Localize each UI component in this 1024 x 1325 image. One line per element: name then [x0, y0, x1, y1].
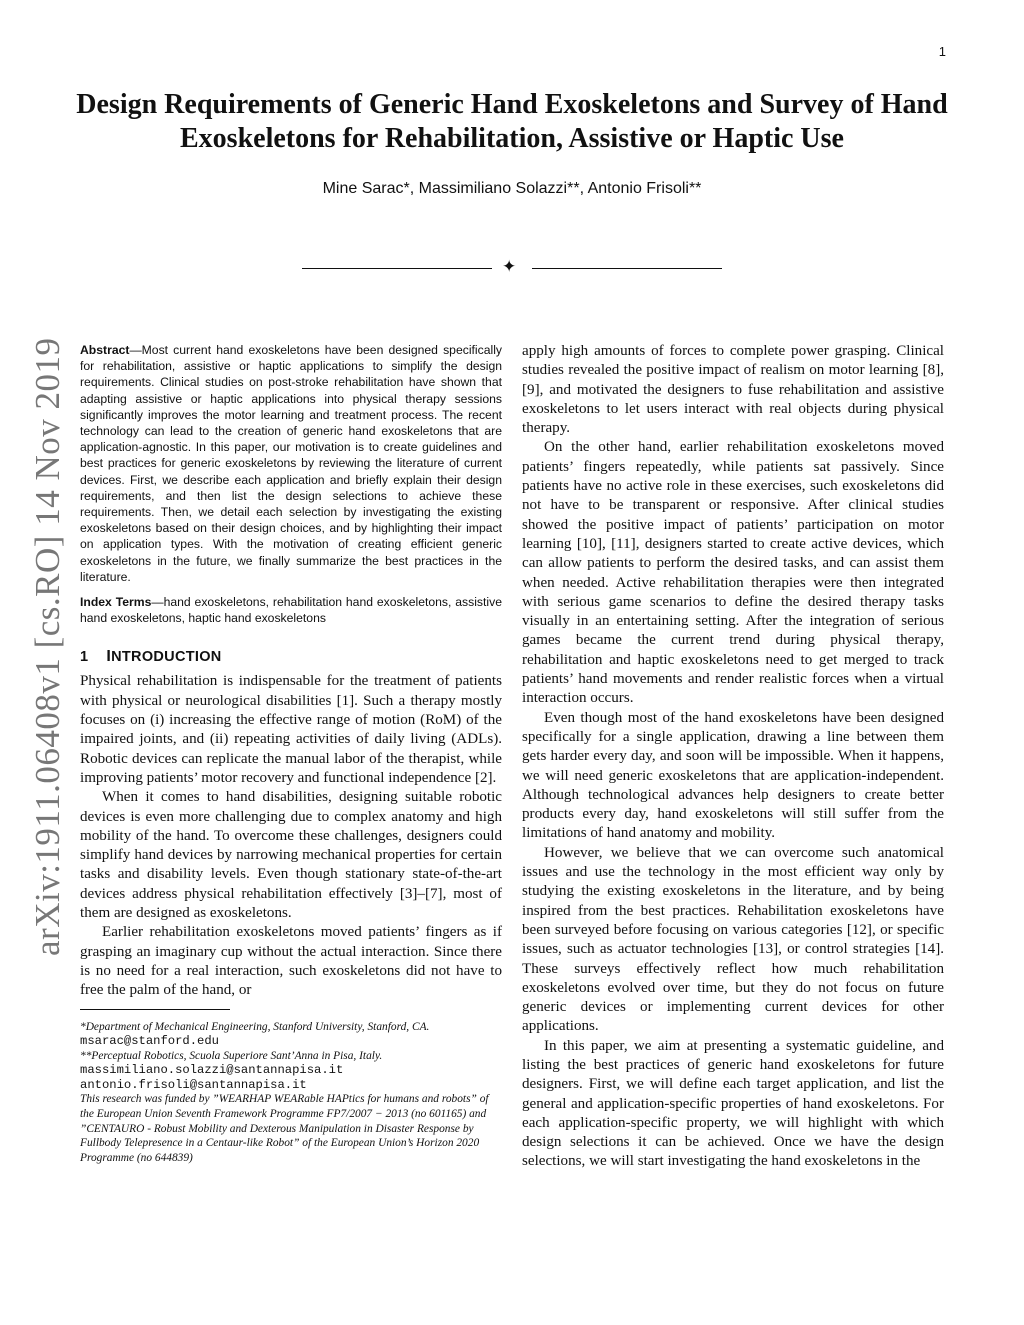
section-title-rest: NTRODUCTION: [111, 649, 222, 666]
section-title-initial: I: [106, 648, 112, 666]
section-heading: [80, 648, 502, 666]
paper-title: Design Requirements of Generic Hand Exoskeletons and Survey of Hand Exoskeletons for Rehabilitation, Assistive or Haptic Use: [76, 89, 948, 154]
paragraph: Physical rehabilitation is indispensable for the treatment of patients with physical or neurological disabilities [1]. Such a therapy mostly focuses on (i) increasing the effective range of motion (RoM) of the impaired joints, and (ii) repeating activities of daily living (ADLs). Robotic devices can replicate the manual labor of the therapist, while improving patients’ motor recovery and functional independence [2].: [80, 673, 502, 786]
paragraph: Even though most of the hand exoskeletons have been designed specifically for a single application, drawing a line between them gets harder every day, and soon will be impossible. When it happens, we will need generic exoskeletons that are application-independent. Although technological advances help designers to create better products every day, hand exoskeletons will still suffer from the limitations of hand anatomy and mobility.: [522, 709, 944, 842]
left-column: [80, 342, 502, 1165]
email-link[interactable]: massimiliano.solazzi@santannapisa.it: [80, 1063, 344, 1078]
title-separator: [300, 258, 724, 278]
index-terms-text: —hand exoskeletons, rehabilitation hand exoskeletons, assistive hand exoskeletons, haptic hand exoskeletons: [80, 595, 502, 626]
separator-line-right: [532, 268, 722, 269]
author-list: Mine Sarac*, Massimiliano Solazzi**, Antonio Frisoli**: [322, 180, 702, 197]
paragraph: Earlier rehabilitation exoskeletons moved patients’ fingers as if grasping an imaginary cup without the actual interaction. Since there is no need for a real interaction, such exoskeletons did not have to free the palm of the hand, or: [80, 924, 502, 999]
paragraph: However, we believe that we can overcome such anatomical issues and use the technology in the most efficient way only by studying the existing exoskeletons in the literature, and by being inspired from the best practices. Rehabilitation exoskeletons have been surveyed before focusing on various categories [12], or specific issues, such as actuator technologies [13], or control strategies [14]. These surveys effectively reflect how much rehabilitation exoskeletons evolved over time, but they do not focus on future generic devices or implementing current devices for other applications.: [522, 844, 944, 1035]
abstract-text: —Most current hand exoskeletons have been designed specifically for rehabilitation, assistive or haptic applications to simplify the design requirements. Clinical studies on post-stroke rehabilitation have shown that adapting assistive or haptic applications into physical therapy sessions significantly improves the motor learning and treatment process. The recent technology can lead to the creation of generic hand exoskeletons that are application-agnostic. In this paper, our motivation is to create guidelines and best practices for generic exoskeletons by reviewing the literature of current devices. First, we describe each application and briefly explain their design requirements, and then list the design selections to achieve these requirements. Then, we detail each selection by investigating the existing exoskeletons based on their design choices, and by highlighting their impact on application types. With the motivation of creating efficient generic exoskeletons in the future, we finally summarize the best practices in the literature.: [80, 343, 502, 584]
email-link[interactable]: msarac@stanford.edu: [80, 1034, 219, 1049]
footnote-affiliation-2: [80, 1049, 502, 1093]
right-column: [522, 342, 944, 1172]
index-terms: [80, 594, 502, 626]
page-number: 1: [938, 44, 946, 59]
paragraph: In this paper, we aim at presenting a systematic guideline, and listing the best practices of generic hand exoskeletons for future designers. First, we will define each target application, and list the general and application-specific properties of hand exoskeletons. For each application-specific property, we will highlight with which design selections it can be achieved. Once we have the design selections, we will start investigating the hand exoskeletons in the: [522, 1037, 944, 1170]
paragraph: On the other hand, earlier rehabilitation exoskeletons moved patients’ fingers repeatedly, while patients sat passively. Since patients have no active role in these exercises, such exoskeletons did not have to be transparent or responsive. After clinical studies showed the positive impact of patients’ participation on motor learning [10], [11], designers started to create active devices, which can allow patients to perform the desired tasks, and can assist them when needed. Active rehabilitation therapies were then integrated with serious game scenarios to define the desired therapy tasks visually in an entertaining setting. After the integration of serious games became the current trend during physical therapy, rehabilitation and haptic exoskeletons need to get merged to track patients’ hand movements and render realistic forces when a virtual interaction occurs.: [522, 439, 944, 707]
footnote-affiliation-1: [80, 1020, 502, 1049]
affiliation-text: **Perceptual Robotics, Scuola Superiore Sant’Anna in Pisa, Italy.: [80, 1049, 383, 1062]
email-link[interactable]: antonio.frisoli@santannapisa.it: [80, 1077, 307, 1092]
section-number: 1: [80, 649, 89, 666]
abstract-label: Abstract: [80, 343, 130, 357]
separator-line-left: [302, 268, 492, 269]
paragraph: apply high amounts of forces to complete power grasping. Clinical studies revealed the positive impact of realism on motor learning [8], [9], and motivated the designers to fuse rehabilitation and assistive exoskeletons to let users interact with real objects during physical therapy.: [522, 343, 944, 437]
footnote-rule: [80, 1009, 230, 1010]
paragraph: When it comes to hand disabilities, designing suitable robotic devices is even more challenging due to complex anatomy and high mobility of the hand. To overcome these challenges, designers could simplify hand devices by narrowing mechanical properties for certain tasks and disability levels. Even though stationary state-of-the-art devices address physical rehabilitation effectively [3]–[7], most of them are designed as exoskeletons.: [80, 789, 502, 922]
footnote-funding: This research was funded by ”WEARHAP WEARable HAPtics for humans and robots” of the European Union Seventh Framework Programme FP7/2007 − 2013 (no 601165) and ”CENTAURO - Robust Mobility and Dexterous Manipulation in Disaster Response by Fullbody Telepresence in a Centaur-like Robot” of the European Union’s Horizon 2020 Programme (no 644839): [80, 1093, 489, 1164]
index-terms-label: Index Terms: [80, 595, 152, 610]
four-point-star-icon: ✦: [502, 257, 517, 276]
arxiv-identifier: arXiv:1911.06408v1 [cs.RO] 14 Nov 2019: [28, 337, 67, 956]
affiliation-text: *Department of Mechanical Engineering, Stanford University, Stanford, CA.: [80, 1020, 430, 1033]
abstract: [80, 342, 502, 585]
